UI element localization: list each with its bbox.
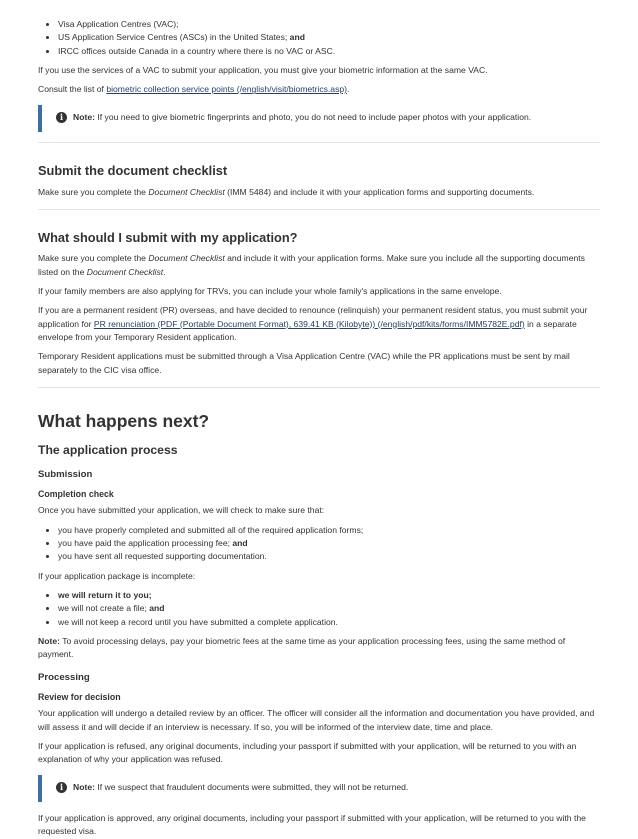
section-divider [38,142,600,143]
biometric-points-link[interactable]: biometric collection service points (/english/visit/biometrics.asp) [106,84,348,95]
section-divider [38,387,600,388]
note-callout-fraud: i Note: If we suspect that fraudulent documents were submitted, they will not be returned. [38,775,600,802]
incomplete-paragraph: If your application package is incomplete: [38,570,196,581]
info-icon: i [56,112,67,123]
list-item: • US Application Service Centres (ASCs) in the United States; and [58,31,600,44]
submit-heading: What should I submit with my application? [38,229,298,245]
review-heading: Review for decision [38,692,121,703]
submit-paragraph-2: If your family members are also applying for TRVs, you can include your whole family's applications in the same envelope. [38,286,502,297]
list-item: • we will return it to you; [58,589,600,602]
approved-paragraph: If your application is approved, any original documents, including your passport if submitted with your application, will be returned to you with the requested visa. [38,813,586,837]
vac-paragraph: If you use the services of a VAC to submit your application, you must give your biometric information at the same VAC. [38,64,488,75]
submit-paragraph-3: If you are a permanent resident (PR) overseas, and have decided to renounce (relinquish) your permanent resident status, you must submit your application for PR renunciation (PDF (Portable Document Format), 639.41 KB (Kilobyte)) (/english/pdf/kits/forms/IMM5782E.pdf) in a separate envelope from your Temporary Resident application. [38,305,588,342]
list-item: • you have sent all requested supporting documentation. [58,550,600,563]
list-item: • IRCC offices outside Canada in a country where there is no VAC or ASC. [58,45,600,58]
list-item: • Visa Application Centres (VAC); [58,18,600,31]
submit-paragraph-4: Temporary Resident applications must be submitted through a Visa Application Centre (VAC) while the PR applications must be sent by mail separately to the CIC visa office. [38,351,570,375]
processing-heading: Processing [38,671,90,683]
review-paragraph-2: If your application is refused, any original documents, including your passport if submitted with your application, will be returned to you with an explanation of why your application was refused. [38,741,577,765]
consult-paragraph: Consult the list of biometric collection service points (/english/visit/biometrics.asp). [38,84,350,95]
completion-paragraph: Once you have submitted your application, we will check to make sure that: [38,505,325,516]
next-heading: What happens next? [38,410,210,431]
list-item: • we will not create a file; and [58,602,600,615]
submit-paragraph-1: Make sure you complete the Document Checklist and include it with your application forms. Make sure you include all the supporting documents listed on the Document Checklist. [38,253,585,277]
list-item: • we will not keep a record until you have submitted a complete application. [58,616,600,629]
incomplete-list [38,589,600,629]
note-callout-biometrics: i Note: If you need to give biometric fingerprints and photo, you do not need to include paper photos with your application. [38,105,600,132]
intro-list [38,18,600,58]
list-item: • you have properly completed and submitted all of the required application forms; [58,524,600,537]
process-heading: The application process [38,442,178,457]
completion-heading: Completion check [38,489,114,500]
submission-heading: Submission [38,468,93,480]
info-icon: i [56,782,67,793]
pr-renunciation-link[interactable]: PR renunciation (PDF (Portable Document Format), 639.41 KB (Kilobyte)) (/english/pdf/kits/forms/IMM5782E.pdf) [93,318,525,329]
checklist-paragraph: Make sure you complete the Document Checklist (IMM 5484) and include it with your application forms and supporting documents. [38,186,535,197]
review-paragraph-1: Your application will undergo a detailed review by an officer. The officer will consider all the information and documentation you have provided, and will assess it and will decide if an interview is necessary. If so, you will be informed of the interview date, time and place. [38,708,595,732]
fee-note-paragraph: Note: To avoid processing delays, pay your biometric fees at the same time as your application processing fees, using the same method of payment. [38,635,566,660]
completion-list [38,524,600,564]
list-item: • you have paid the application processing fee; and [58,537,600,550]
checklist-heading: Submit the document checklist [38,162,228,178]
section-divider [38,209,600,210]
